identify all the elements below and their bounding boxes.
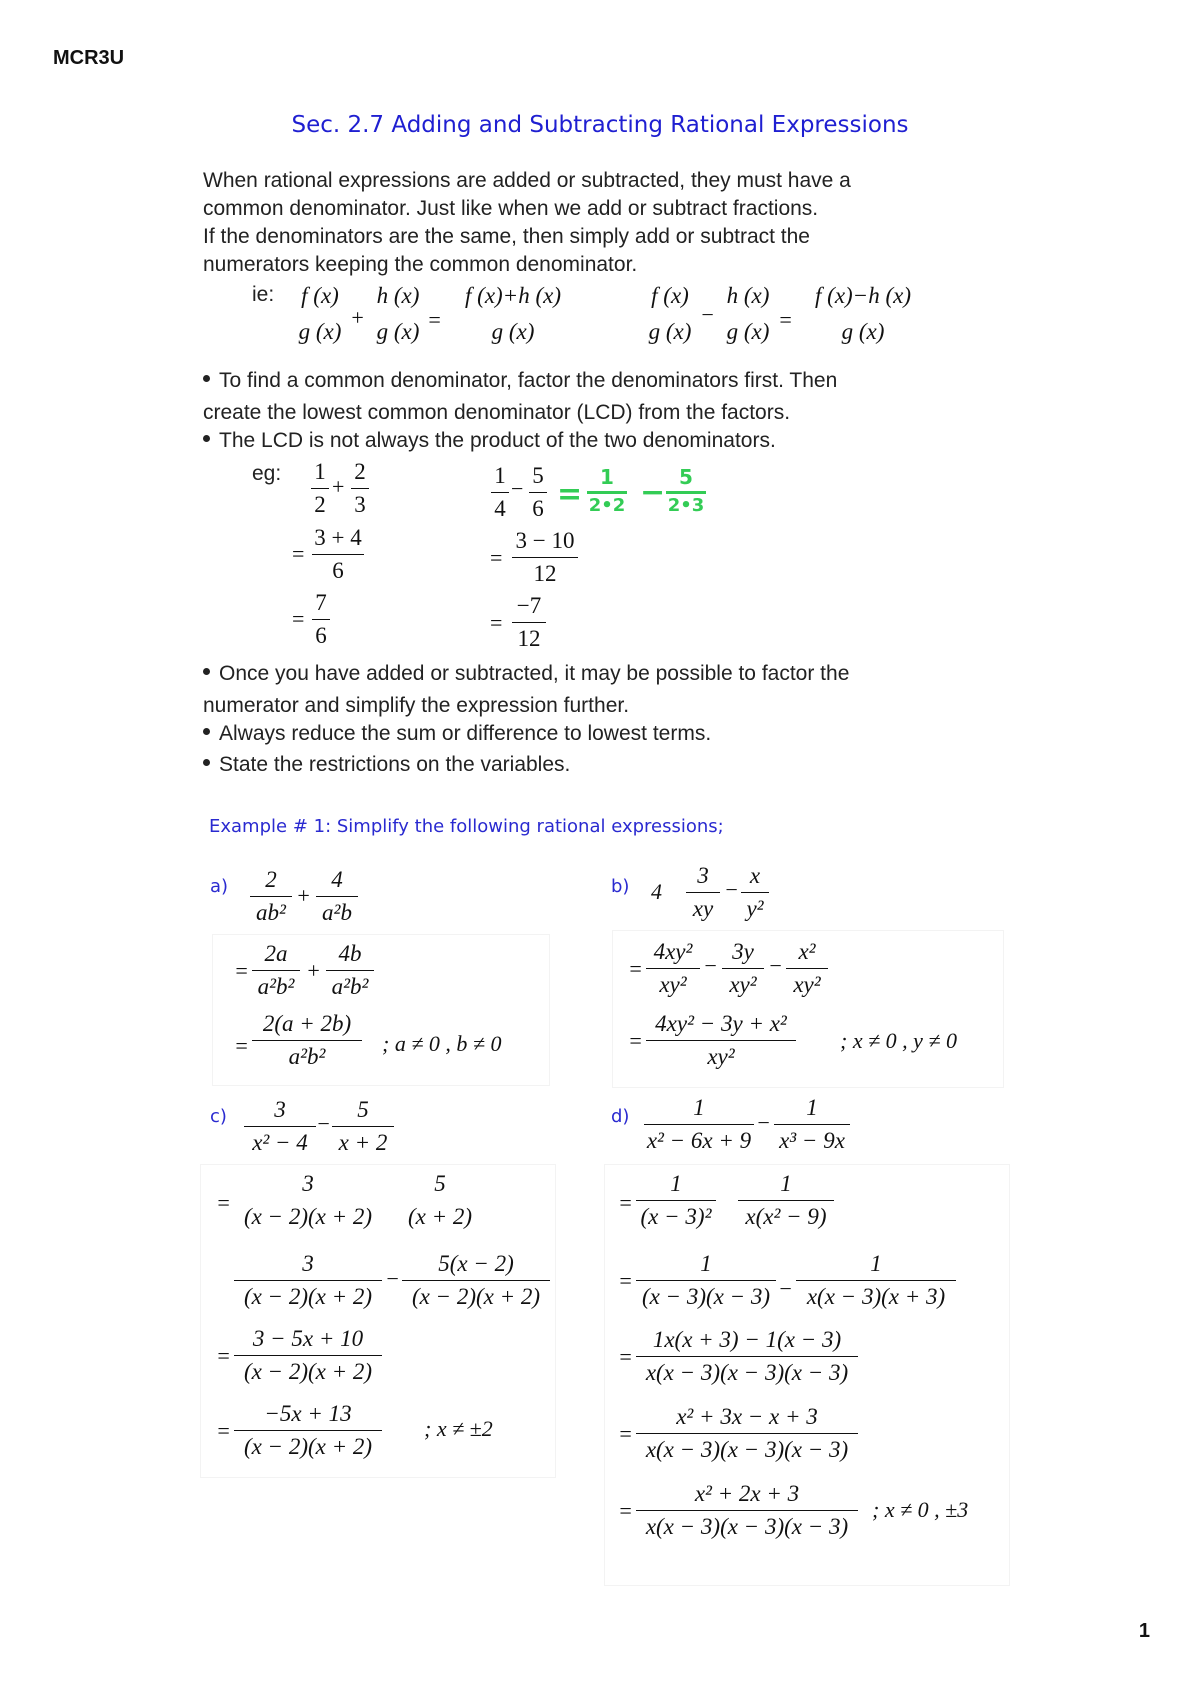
intro-line: common denominator. Just like when we add or subtract fractions. [203, 197, 819, 220]
fraction: 3 x² − 4 [244, 1096, 316, 1157]
minus-sign: − [703, 953, 718, 978]
fraction: 1 2•2 [588, 465, 626, 516]
equals-sign: = [618, 1421, 633, 1446]
plus-sign: + [296, 883, 311, 908]
fraction: 4xy² xy² [646, 938, 700, 999]
bullet-icon [203, 435, 210, 442]
fraction: 3 + 4 6 [312, 524, 364, 585]
minus-sign: − [778, 1276, 793, 1301]
intro-paragraph [203, 167, 851, 279]
fraction: 5 6 [529, 462, 547, 523]
equals-sign: = [618, 1190, 633, 1215]
fraction: 1 x² − 6x + 9 [644, 1094, 754, 1155]
fraction: 5(x − 2) (x − 2)(x + 2) [402, 1250, 550, 1311]
fraction: 2 ab² [250, 866, 292, 927]
part-d-label: d) [611, 1106, 630, 1127]
fraction: 1 x(x − 3)(x + 3) [796, 1250, 956, 1311]
bullet-icon [203, 668, 210, 675]
fraction: 1 (x − 3)² [636, 1170, 716, 1231]
minus-sign: − [385, 1266, 400, 1291]
eg-label: eg: [252, 462, 282, 485]
fraction: −7 12 [512, 592, 546, 653]
fraction: 1 x³ − 9x [774, 1094, 850, 1155]
fraction: 2(a + 2b) a²b² [252, 1010, 362, 1071]
fraction: −5x + 13 (x − 2)(x + 2) [234, 1400, 382, 1461]
fraction: f (x)−h (x) g (x) [815, 283, 911, 344]
intro-line: If the denominators are the same, then simply add or subtract the [203, 225, 810, 248]
bullet-item: Always reduce the sum or difference to lowest terms. [203, 722, 711, 746]
minus-sign: − [316, 1111, 331, 1136]
minus-sign: − [768, 953, 783, 978]
fraction: x y² [741, 862, 769, 923]
equals-sign: = [216, 1418, 231, 1443]
fraction: h (x) g (x) [726, 283, 770, 344]
equals-sign: = [628, 1028, 643, 1053]
minus-sign: − [511, 476, 524, 501]
fraction: 5 2•3 [667, 465, 705, 516]
equals-sign: = [618, 1268, 633, 1293]
restriction: ; a ≠ 0 , b ≠ 0 [382, 1031, 502, 1056]
part-b-label: b) [611, 876, 630, 897]
fraction: 1x(x + 3) − 1(x − 3) x(x − 3)(x − 3)(x − 3) [636, 1326, 858, 1387]
fraction: 7 6 [312, 589, 330, 650]
intro-line: numerators keeping the common denominator. [203, 253, 638, 276]
fraction: h (x) g (x) [376, 283, 420, 344]
equals-sign: = [234, 1033, 249, 1058]
fraction: 5 x + 2 [332, 1096, 394, 1157]
equals-sign: = [216, 1343, 231, 1368]
equals-sign: = [778, 307, 793, 332]
restriction: ; x ≠ 0 , y ≠ 0 [840, 1028, 958, 1053]
plus-sign: + [350, 305, 365, 330]
fraction: f (x) g (x) [298, 283, 342, 344]
intro-line: When rational expressions are added or subtracted, they must have a [203, 169, 851, 192]
equals-sign: = [292, 541, 305, 566]
restriction: ; x ≠ 0 , ±3 [872, 1497, 969, 1522]
fraction: 1 4 [491, 462, 509, 523]
fraction: 3 xy [686, 862, 720, 923]
fraction: 3y xy² [722, 938, 764, 999]
page-number: 1 [1138, 1620, 1150, 1642]
fraction: x² + 2x + 3 x(x − 3)(x − 3)(x − 3) [636, 1480, 858, 1541]
ie-label: ie: [252, 283, 275, 306]
fraction: x² xy² [786, 938, 828, 999]
example-heading: Example # 1: Simplify the following rational expressions; [209, 816, 724, 837]
bullet-continuation: numerator and simplify the expression further. [203, 694, 630, 717]
equals-sign: = [490, 610, 503, 635]
fraction: 1 (x − 3)(x − 3) [636, 1250, 776, 1311]
minus-sign: − [724, 877, 739, 902]
bullet-item: Once you have added or subtracted, it may be possible to factor the [203, 662, 849, 686]
equals-sign: = [234, 958, 249, 983]
equals-sign: = [618, 1498, 633, 1523]
equals-sign: = [292, 606, 305, 631]
bullet-icon [203, 375, 210, 382]
fraction: 4xy² − 3y + x² xy² [646, 1010, 796, 1071]
fraction: 5 (x + 2) [407, 1171, 473, 1229]
equals-sign: = [490, 545, 503, 570]
part-a-label: a) [210, 876, 229, 897]
bullet-icon [203, 759, 210, 766]
fraction: 2a a²b² [252, 940, 300, 1001]
fraction: 3 (x − 2)(x + 2) [243, 1171, 373, 1229]
fraction: f (x)+h (x) g (x) [465, 283, 561, 344]
plus-sign: + [332, 474, 345, 499]
part-c-label: c) [210, 1106, 227, 1127]
course-code: MCR3U [53, 47, 125, 69]
minus-sign: − [700, 302, 715, 327]
bullet-item: State the restrictions on the variables. [203, 753, 570, 777]
minus-sign: − [756, 1110, 771, 1135]
plus-sign: + [306, 958, 321, 983]
equals-sign: = [427, 307, 442, 332]
restriction: ; x ≠ ±2 [424, 1416, 493, 1441]
equals-sign: = [618, 1344, 633, 1369]
fraction: 3 (x − 2)(x + 2) [234, 1250, 382, 1311]
fraction: x² + 3x − x + 3 x(x − 3)(x − 3)(x − 3) [636, 1403, 858, 1464]
bullet-continuation: create the lowest common denominator (LCD) from the factors. [203, 401, 791, 424]
fraction: 2 3 [351, 458, 369, 519]
equals-sign: = [628, 956, 643, 981]
fraction: 3 − 5x + 10 (x − 2)(x + 2) [234, 1325, 382, 1386]
fraction: 3 − 10 12 [512, 527, 578, 588]
fraction: 1 2 [311, 458, 329, 519]
fraction: 4b a²b² [326, 940, 374, 1001]
fraction: f (x) g (x) [648, 283, 692, 344]
fraction: 1 x(x² − 9) [738, 1170, 834, 1231]
bullet-item: To find a common denominator, factor the denominators first. Then [203, 369, 837, 393]
section-title: Sec. 2.7 Adding and Subtracting Rational Expressions [291, 112, 909, 138]
bullet-item: The LCD is not always the product of the two denominators. [203, 429, 776, 453]
equals-sign: = [216, 1190, 231, 1215]
lead-term: 4 [651, 879, 662, 904]
fraction: 4 a²b [316, 866, 358, 927]
bullet-icon [203, 728, 210, 735]
